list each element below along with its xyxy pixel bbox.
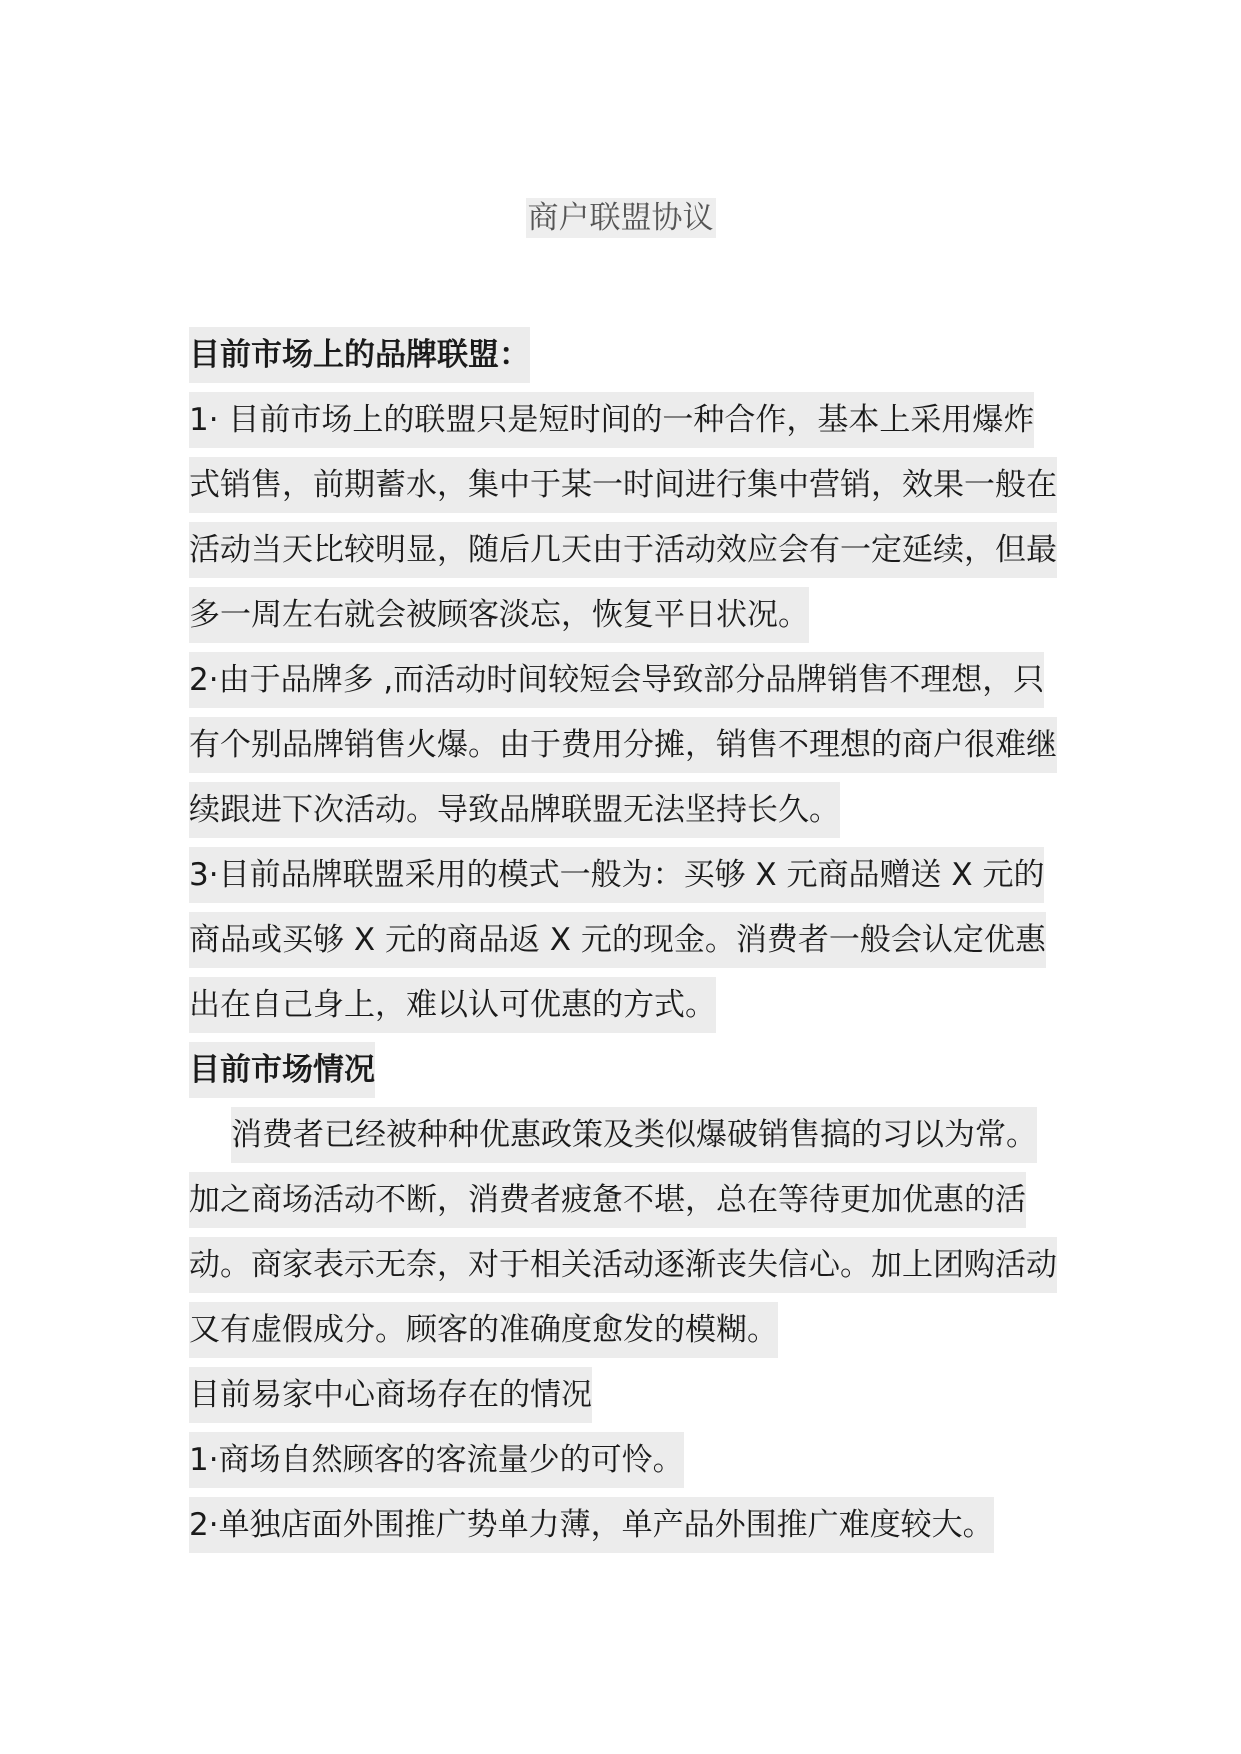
paragraph-text: 3·目前品牌联盟采用的模式一般为：买够 X 元商品赠送 X 元的商品或买够 X 元的商品返 X 元的现金。消费者一般会认定优惠出在自己身上，难以认可优惠的方式。 [189, 847, 1046, 1033]
paragraph-text: 消费者已经被种种优惠政策及类似爆破销售搞的习以为常。加之商场活动不断，消费者疲惫不堪，总在等待更加优惠的活动。商家表示无奈，对于相关活动逐渐丧失信心。加上团购活动又有虚假成分。顾客的准确度愈发的模糊。 [189, 1107, 1057, 1358]
paragraph-market-situation [189, 1103, 1059, 1363]
paragraph-text: 2·单独店面外围推广势单力薄，单产品外围推广难度较大。 [189, 1497, 994, 1553]
document-title [0, 196, 1241, 240]
paragraph-mall-point-1 [189, 1428, 1059, 1493]
paragraph-text: 目前易家中心商场存在的情况 [189, 1367, 592, 1423]
section-heading-brand-alliance [189, 323, 1059, 388]
paragraph-text: 2·由于品牌多 ,而活动时间较短会导致部分品牌销售不理想，只有个别品牌销售火爆。由于费用分摊，销售不理想的商户很难继续跟进下次活动。导致品牌联盟无法坚持长久。 [189, 652, 1057, 838]
heading-text: 目前市场情况 [189, 1042, 375, 1098]
paragraph-point-2 [189, 648, 1059, 843]
heading-text: 目前市场上的品牌联盟： [189, 327, 530, 383]
paragraph-text: 1· 目前市场上的联盟只是短时间的一种合作，基本上采用爆炸式销售，前期蓄水，集中于某一时间进行集中营销，效果一般在活动当天比较明显，随后几天由于活动效应会有一定延续，但最多一周左右就会被顾客淡忘，恢复平日状况。 [189, 392, 1057, 643]
paragraph-point-1 [189, 388, 1059, 648]
paragraph-mall-situation-heading [189, 1363, 1059, 1428]
document-body [189, 323, 1059, 1558]
paragraph-mall-point-2 [189, 1493, 1059, 1558]
paragraph-text: 1·商场自然顾客的客流量少的可怜。 [189, 1432, 684, 1488]
section-heading-market [189, 1038, 1059, 1103]
paragraph-point-3 [189, 843, 1059, 1038]
document-title-text: 商户联盟协议 [527, 200, 714, 236]
